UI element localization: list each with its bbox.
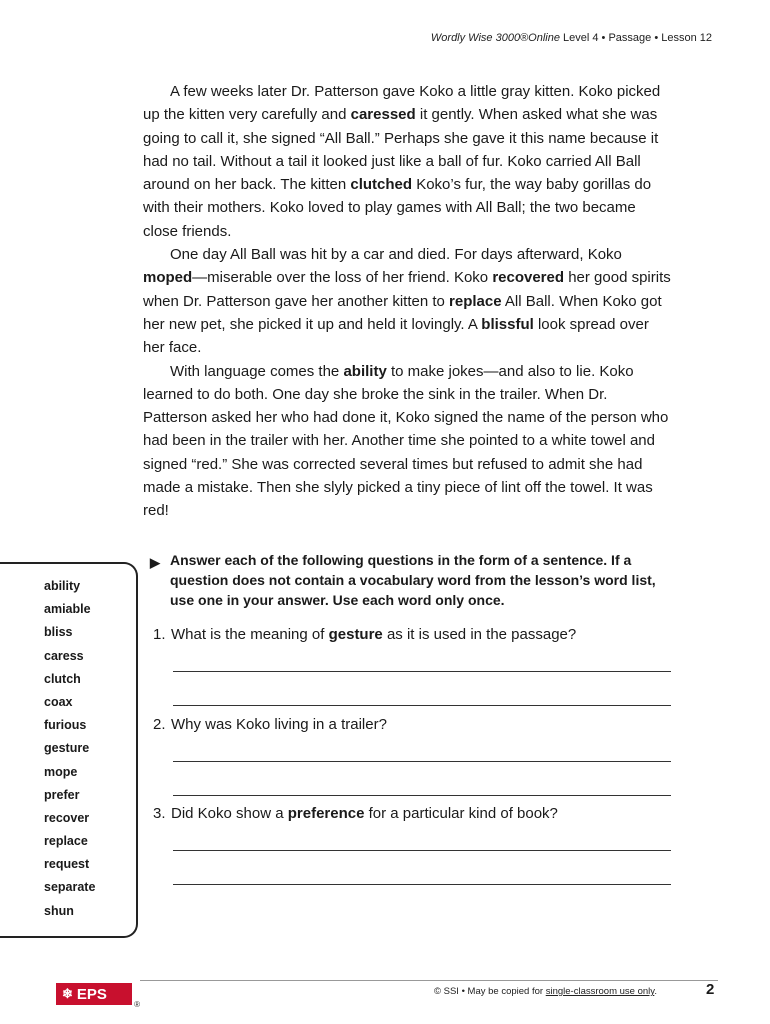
word-list-item: shun xyxy=(44,903,74,918)
passage-text: to make jokes—and also to lie. Koko learned to do both. One day she broke the sink in the trailer. When Dr. Patterson asked her who had done it, Koko signed the name of the person who had been in the trailer with her. Another time she pointed to a white towel and signed “red.” She was corrected several times but refused to admit she had made a mistake. Then she slyly picked a tiny piece of lint off the towel. It was red! xyxy=(143,362,669,520)
question-vocab-word: preference xyxy=(287,805,365,822)
page-number: 2 xyxy=(706,981,715,998)
header-context: Level 4 • Passage • Lesson 12 xyxy=(563,32,712,44)
question-number: 2. xyxy=(153,716,166,733)
eps-logo xyxy=(56,983,140,1009)
word-list-item: furious xyxy=(44,718,87,733)
answer-line[interactable] xyxy=(173,705,671,706)
copyright-notice xyxy=(434,986,657,997)
word-list-box xyxy=(0,562,138,938)
instructions-text: Answer each of the following questions in the form of a sentence. If a question does not contain a vocabulary word from the lesson’s word list, use one in your answer. Use each word only once. xyxy=(170,552,656,608)
passage-text: —miserable over the loss of her friend. Koko xyxy=(192,269,493,287)
answer-line[interactable] xyxy=(173,671,671,672)
question-2 xyxy=(153,716,387,733)
footer-divider xyxy=(140,980,718,981)
answer-line[interactable] xyxy=(173,884,671,885)
word-list-item: replace xyxy=(44,834,88,849)
logo-text: EPS xyxy=(76,985,107,1003)
word-list-item: amiable xyxy=(44,602,91,617)
passage-text: look spread over her face. xyxy=(143,315,649,357)
word-list-item: recover xyxy=(44,810,90,825)
question-text-before: Did Koko show a xyxy=(171,805,288,822)
header-brand: Wordly Wise 3000®Online xyxy=(430,32,560,44)
question-text-after: for a particular kind of book? xyxy=(364,805,558,822)
copyright-prefix: © SSI • May be copied for xyxy=(434,986,546,997)
passage-text: With language comes the xyxy=(170,362,344,380)
lamp-icon: ❄ xyxy=(62,986,73,1001)
copyright-link: single-classroom use only xyxy=(545,986,655,997)
question-vocab-word: gesture xyxy=(328,626,383,643)
answer-line[interactable] xyxy=(173,795,671,796)
passage-text: A few weeks later Dr. Patterson gave Koko a little gray kitten. Koko picked up the kitten very carefully and xyxy=(143,83,661,124)
passage-paragraph xyxy=(143,80,673,243)
answer-line[interactable] xyxy=(173,850,671,851)
question-number: 3. xyxy=(153,805,166,822)
question-number: 1. xyxy=(153,626,166,643)
word-list-item: clutch xyxy=(44,671,81,686)
answer-line[interactable] xyxy=(173,761,671,762)
vocab-word: blissful xyxy=(481,315,534,333)
passage-text: her good spirits when Dr. Patterson gave her another kitten to xyxy=(143,269,671,310)
word-list-item: gesture xyxy=(44,741,90,756)
vocab-word: moped xyxy=(143,269,193,287)
question-text-after: as it is used in the passage? xyxy=(382,626,577,643)
vocab-word: caressed xyxy=(350,106,416,124)
vocab-word: ability xyxy=(343,362,387,380)
word-list-item: prefer xyxy=(44,787,80,802)
instructions xyxy=(150,550,680,610)
word-list xyxy=(44,578,95,926)
vocab-word: clutched xyxy=(350,176,413,194)
question-3 xyxy=(153,805,558,822)
vocab-word: recovered xyxy=(492,269,565,287)
word-list-item: caress xyxy=(44,648,84,663)
question-1 xyxy=(153,626,576,643)
word-list-item: bliss xyxy=(44,625,73,640)
registered-mark: ® xyxy=(134,1000,140,1009)
passage-paragraph xyxy=(143,243,673,359)
reading-passage xyxy=(143,80,673,523)
passage-text: One day All Ball was hit by a car and died. For days afterward, Koko xyxy=(170,246,622,264)
vocab-word: replace xyxy=(449,292,502,310)
page-header xyxy=(431,32,712,44)
passage-paragraph xyxy=(143,360,673,523)
play-arrow-icon: ▶ xyxy=(150,555,160,570)
word-list-item: ability xyxy=(44,579,81,593)
word-list-item: separate xyxy=(44,880,96,895)
copyright-suffix: . xyxy=(654,986,657,997)
word-list-item: mope xyxy=(44,764,78,779)
question-text-before: Why was Koko living in a trailer? xyxy=(171,716,387,733)
question-text-before: What is the meaning of xyxy=(171,626,329,643)
word-list-item: coax xyxy=(44,694,73,709)
passage-text: All Ball. When Koko got her new pet, she picked it up and held it lovingly. A xyxy=(143,292,662,333)
passage-text: it gently. When asked what she was going to call it, she signed “All Ball.” Perhaps she gave it this name because it had no tail. Without a tail it looked just like a ball of fur. Koko carried All Ball around on her back. The kitten xyxy=(143,106,659,194)
passage-text: Koko’s fur, the way baby gorillas do with their mothers. Koko loved to play games with All Ball; the two became close friends. xyxy=(143,176,652,240)
word-list-item: request xyxy=(44,857,90,872)
